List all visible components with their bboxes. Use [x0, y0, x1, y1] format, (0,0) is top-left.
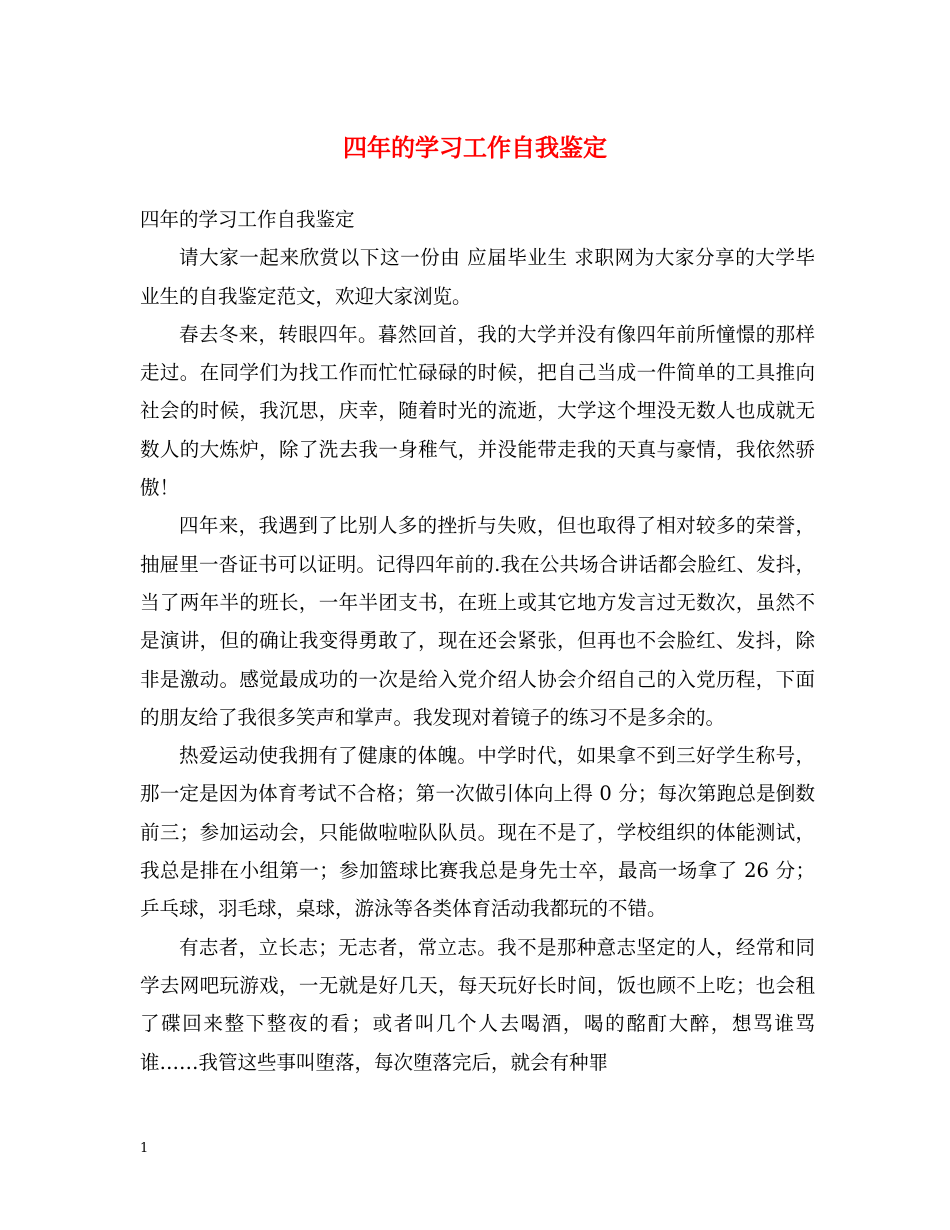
page-number: 1: [140, 1141, 149, 1156]
paragraph-honors: 四年来，我遇到了比别人多的挫折与失败，但也取得了相对较多的荣誉，抽屉里一沓证书可以证明。记得四年前的.我在公共场合讲话都会脸红、发抖，当了两年半的班长，一年半团支书，在班上或其它地方发言过无数次，虽然不是演讲，但的确让我变得勇敢了，现在还会紧张，但再也不会脸红、发抖，除非是激动。感觉最成功的一次是给入党介绍人协会介绍自己的入党历程，下面的朋友给了我很多笑声和掌声。我发现对着镜子的练习不是多余的。: [140, 514, 815, 729]
document-subtitle: 四年的学习工作自我鉴定: [140, 208, 355, 231]
paragraph-reflection: 春去冬来，转眼四年。暮然回首，我的大学并没有像四年前所憧憬的那样走过。在同学们为找工作而忙忙碌碌的时候，把自己当成一件简单的工具推向社会的时候，我沉思，庆幸，随着时光的流逝，大学这个埋没无数人也成就无数人的大炼炉，除了洗去我一身稚气，并没能带走我的天真与豪情，我依然骄傲！: [140, 322, 815, 500]
paragraph-ambition: 有志者，立长志；无志者，常立志。我不是那种意志坚定的人，经常和同学去网吧玩游戏，一无就是好几天，每天玩好长时间，饭也顾不上吃；也会租了碟回来整下整夜的看；或者叫几个人去喝酒，喝的酩酊大醉，想骂谁骂谁……我管这些事叫堕落，每次堕落完后，就会有种罪: [140, 935, 815, 1074]
document-body: [140, 201, 815, 1082]
document-title: 四年的学习工作自我鉴定: [343, 133, 607, 162]
paragraph-sports: 热爱运动使我拥有了健康的体魄。中学时代，如果拿不到三好学生称号，那一定是因为体育考试不合格；第一次做引体向上得 0 分；每次第跑总是倒数前三；参加运动会，只能做啦啦队队员。现在不是了，学校组织的体能测试，我总是排在小组第一；参加篮球比赛我总是身先士卒，最高一场拿了 26 分；乒乓球，羽毛球，桌球，游泳等各类体育活动我都玩的不错。: [140, 744, 815, 921]
paragraph-intro: 请大家一起来欣赏以下这一份由 应届毕业生 求职网为大家分享的大学毕业生的自我鉴定范文，欢迎大家浏览。: [140, 246, 815, 308]
